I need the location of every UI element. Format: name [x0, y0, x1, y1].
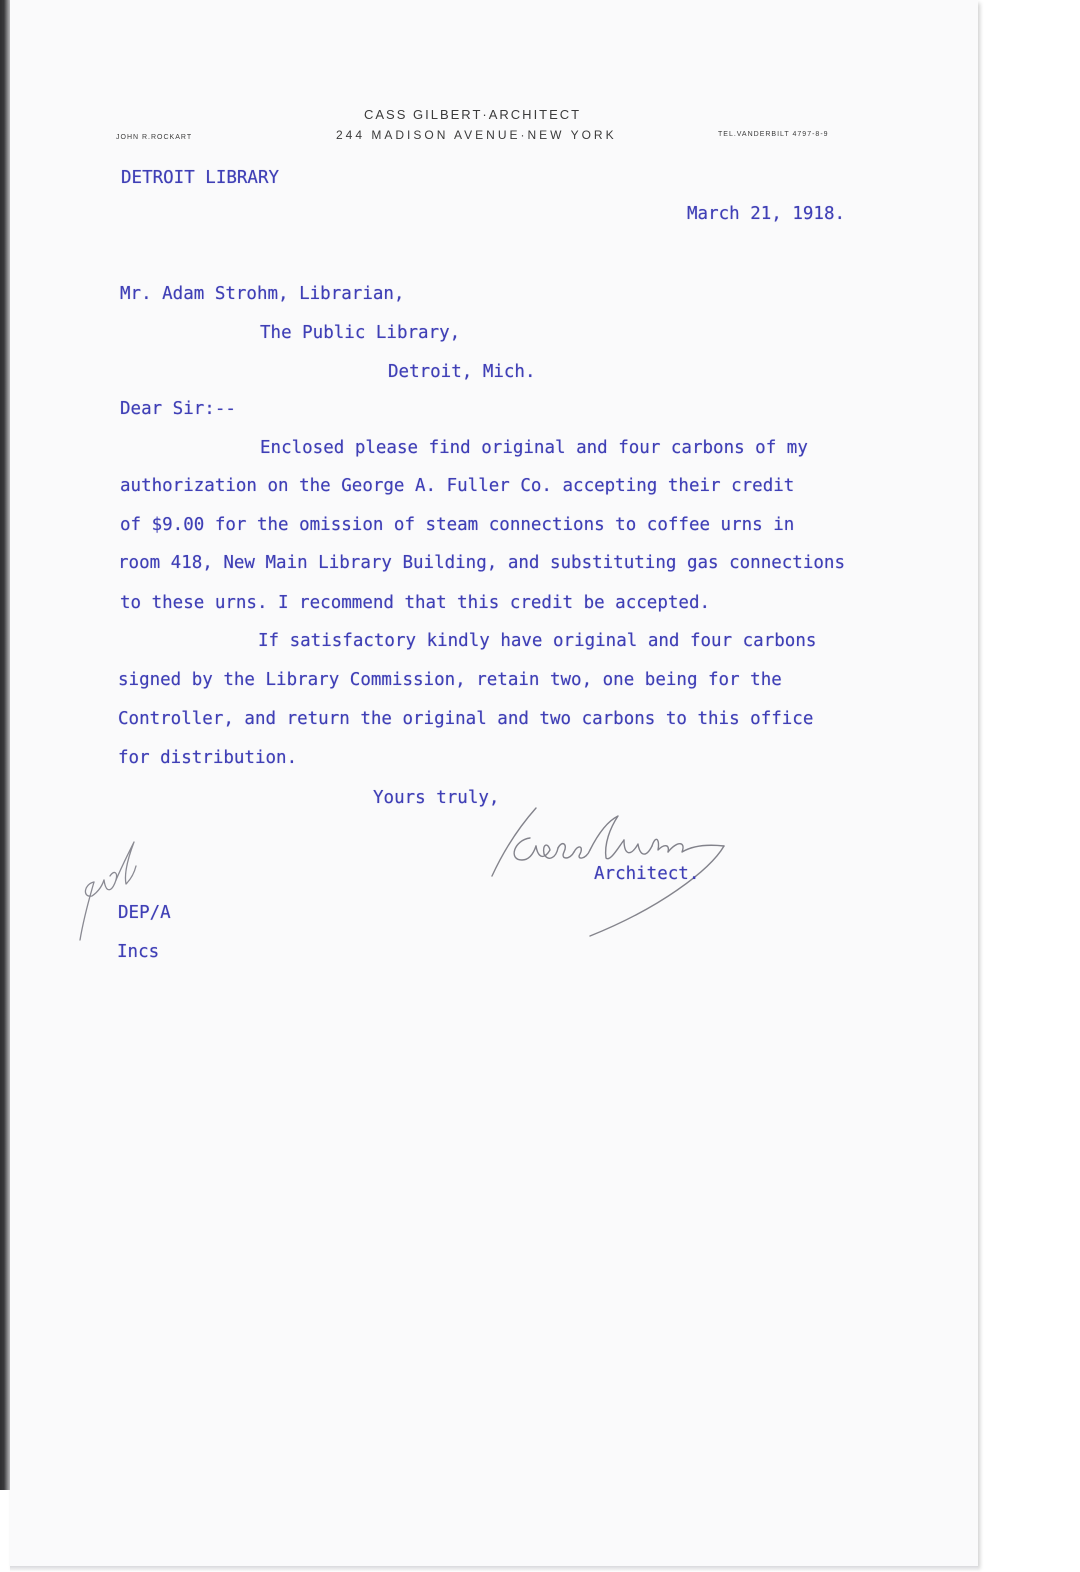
- recipient-name: Mr. Adam Strohm, Librarian,: [120, 284, 405, 304]
- body-line: signed by the Library Commission, retain two, one being for the: [118, 670, 782, 690]
- letter-subject: DETROIT LIBRARY: [121, 168, 280, 188]
- body-line: room 418, New Main Library Building, and substituting gas connections: [118, 553, 845, 573]
- body-line: authorization on the George A. Fuller Co. accepting their credit: [120, 476, 795, 496]
- recipient-organization: The Public Library,: [260, 323, 461, 343]
- letterhead-firm: CASS GILBERT·ARCHITECT: [364, 107, 582, 122]
- letterhead-left-name: JOHN R.ROCKART: [116, 134, 193, 141]
- enclosures-note: Incs: [117, 942, 160, 962]
- letter-date: March 21, 1918.: [687, 204, 846, 224]
- signature-title: Architect.: [594, 864, 700, 884]
- body-line: for distribution.: [118, 748, 298, 768]
- handwritten-initials: [70, 836, 150, 946]
- body-line: of $9.00 for the omission of steam connections to coffee urns in: [120, 515, 795, 535]
- reference-initials: DEP/A: [118, 903, 171, 923]
- paper-bottom-edge: [10, 1566, 978, 1572]
- letterhead-telephone: TEL.VANDERBILT 4797-8-9: [718, 131, 829, 138]
- letter-paper: [10, 0, 978, 1566]
- letterhead-address: 244 MADISON AVENUE·NEW YORK: [336, 128, 617, 142]
- body-line: to these urns. I recommend that this credit be accepted.: [120, 593, 711, 613]
- body-line: Controller, and return the original and two carbons to this office: [118, 709, 814, 729]
- recipient-city: Detroit, Mich.: [388, 362, 536, 382]
- closing: Yours truly,: [373, 788, 500, 808]
- body-line: Enclosed please find original and four carbons of my: [260, 438, 808, 458]
- salutation: Dear Sir:--: [120, 399, 236, 419]
- body-line: If satisfactory kindly have original and four carbons: [258, 631, 817, 651]
